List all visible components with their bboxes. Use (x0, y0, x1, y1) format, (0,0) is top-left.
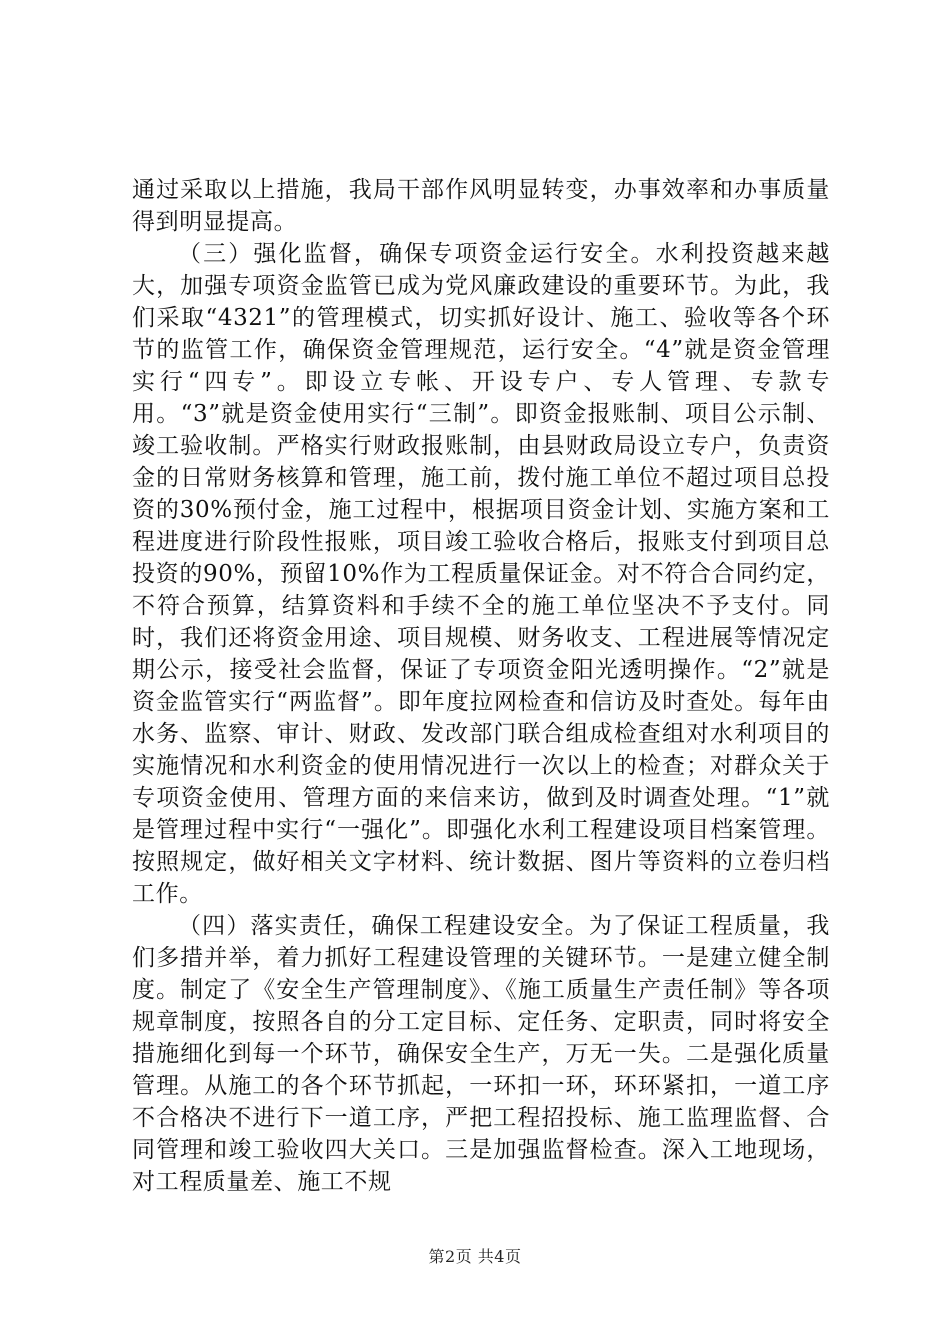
document-body (132, 174, 830, 1198)
paragraph-3: （四）落实责任，确保工程建设安全。为了保证工程质量，我们多措并举，着力抓好工程建设管理的关键环节。一是建立健全制度。制定了《安全生产管理制度》、《施工质量生产责任制》等各项规章制度，按照各自的分工定目标、定任务、定职责，同时将安全措施细化到每一个环节，确保安全生产，万无一失。二是强化质量管理。从施工的各个环节抓起，一环扣一环，环环紧扣，一道工序不合格决不进行下一道工序，严把工程招投标、施工监理监督、合同管理和竣工验收四大关口。三是加强监督检查。深入工地现场，对工程质量差、施工不规 (132, 913, 830, 1195)
paragraph-2: （三）强化监督，确保专项资金运行安全。水利投资越来越大，加强专项资金监管已成为党风廉政建设的重要环节。为此，我们采取“4321”的管理模式，切实抓好设计、施工、验收等各个环节的监管工作，确保资金管理规范，运行安全。“4”就是资金管理实行“四专”。即设立专帐、开设专户、专人管理、专款专用。“3”就是资金使用实行“三制”。即资金报账制、项目公示制、竣工验收制。严格实行财政报账制，由县财政局设立专户，负责资金的日常财务核算和管理，施工前，拨付施工单位不超过项目总投资的30%预付金，施工过程中，根据项目资金计划、实施方案和工程进度进行阶段性报账，项目竣工验收合格后，报账支付到项目总投资的90%，预留10%作为工程质量保证金。对不符合合同约定，不符合预算，结算资料和手续不全的施工单位坚决不予支付。同时，我们还将资金用途、项目规模、财务收支、工程进展等情况定期公示，接受社会监督，保证了专项资金阳光透明操作。“2”就是资金监管实行“两监督”。即年度拉网检查和信访及时查处。每年由水务、监察、审计、财政、发改部门联合组成检查组对水利项目的实施情况和水利资金的使用情况进行一次以上的检查；对群众关于专项资金使用、管理方面的来信来访，做到及时调查处理。“1”就是管理过程中实行“一强化”。即强化水利工程建设项目档案管理。按照规定，做好相关文字材料、统计数据、图片等资料的立卷归档工作。 (132, 241, 830, 907)
paragraph-1: 通过采取以上措施，我局干部作风明显转变，办事效率和办事质量得到明显提高。 (132, 177, 830, 235)
page-footer: 第2页 共4页 (428, 1247, 522, 1266)
